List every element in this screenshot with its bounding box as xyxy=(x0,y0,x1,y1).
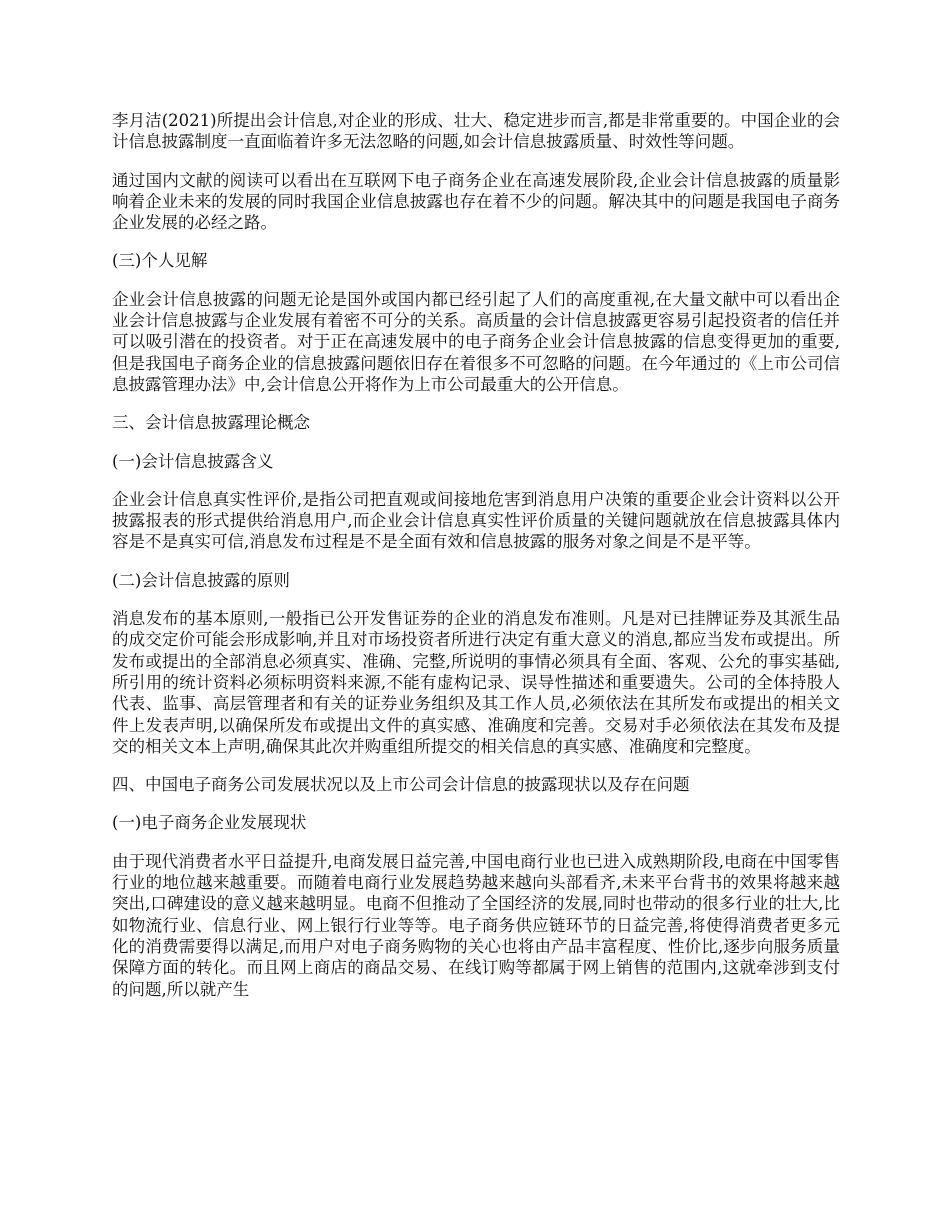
heading-section-three: 三、会计信息披露理论概念 xyxy=(112,413,310,433)
paragraph-personal-view: 企业会计信息披露的问题无论是国外或国内都已经引起了人们的高度重视,在大量文献中可以看出企业会计信息披露与企业发展有着密不可分的关系。高质量的会计信息披露更容易引起投资者的信任并可以吸引潜在的投资者。对于正在高速发展中的电子商务企业会计信息披露的信息变得更加的重要,但是我国电子商务企业的信息披露问题依旧存在着很多不可忽略的问题。在今年通过的《上市公司信息披露管理办法》中,会计信息公开将作为上市公司最重大的公开信息。 xyxy=(112,289,840,394)
paragraph-disclosure-principles: 消息发布的基本原则,一般指已公开发售证券的企业的消息发布准则。凡是对已挂牌证券及其派生品的成交定价可能会形成影响,并且对市场投资者所进行决定有重大意义的消息,都应当发布或提出。所发布或提出的全部消息必须真实、准确、完整,所说明的事情必须具有全面、客观、公允的事实基础,所引用的统计资料必须标明资料来源,不能有虚构记录、误导性描述和重要遗失。公司的全体持股人代表、监事、高层管理者和有关的证券业务组织及其工作人员,必须依法在其所发布或提出的相关文件上发表声明,以确保所发布或提出文件的真实感、准确度和完善。交易对手必须依法在其发布及提交的相关文本上声明,确保其此次并购重组所提交的相关信息的真实感、准确度和完整度。 xyxy=(112,609,840,756)
paragraph-domestic-review: 通过国内文献的阅读可以看出在互联网下电子商务企业在高速发展阶段,企业会计信息披露的质量影响着企业未来的发展的同时我国企业信息披露也存在着不少的问题。解决其中的问题是我国电子商务企业发展的必经之路。 xyxy=(112,170,840,233)
heading-personal-view: (三)个人见解 xyxy=(112,251,208,271)
heading-disclosure-meaning: (一)会计信息披露含义 xyxy=(112,451,274,471)
heading-ecommerce-status: (一)电子商务企业发展现状 xyxy=(112,813,307,833)
paragraph-disclosure-meaning: 企业会计信息真实性评价,是指公司把直观或间接地危害到消息用户决策的重要企业会计资料以公开披露报表的形式提供给消息用户,而企业会计信息真实性评价质量的关键问题就放在信息披露具体内容是不是真实可信,消息发布过程是不是全面有效和信息披露的服务对象之间是不是平等。 xyxy=(112,489,840,552)
document-page xyxy=(112,110,840,1017)
paragraph-literature-li: 李月洁(2021)所提出会计信息,对企业的形成、壮大、稳定进步而言,都是非常重要的。中国企业的会计信息披露制度一直面临着许多无法忽略的问题,如会计信息披露质量、时效性等问题。 xyxy=(112,111,840,152)
heading-disclosure-principles: (二)会计信息披露的原则 xyxy=(112,570,290,590)
paragraph-ecommerce-status: 由于现代消费者水平日益提升,电商发展日益完善,中国电商行业也已进入成熟期阶段,电商在中国零售行业的地位越来越重要。而随着电商行业发展趋势越来越向头部看齐,未来平台背书的效果将越来越突出,口碑建设的意义越来越明显。电商不但推动了全国经济的发展,同时也带动的很多行业的壮大,比如物流行业、信息行业、网上银行行业等等。电子商务供应链环节的日益完善,将使得消费者更多元化的消费需要得以满足,而用户对电子商务购物的关心也将由产品丰富程度、性价比,逐步向服务质量保障方面的转化。而且网上商店的商品交易、在线订购等都属于网上销售的范围内,这就牵涉到支付的问题,所以就产生 xyxy=(112,851,840,999)
heading-section-four: 四、中国电子商务公司发展状况以及上市公司会计信息的披露现状以及存在问题 xyxy=(112,775,690,795)
